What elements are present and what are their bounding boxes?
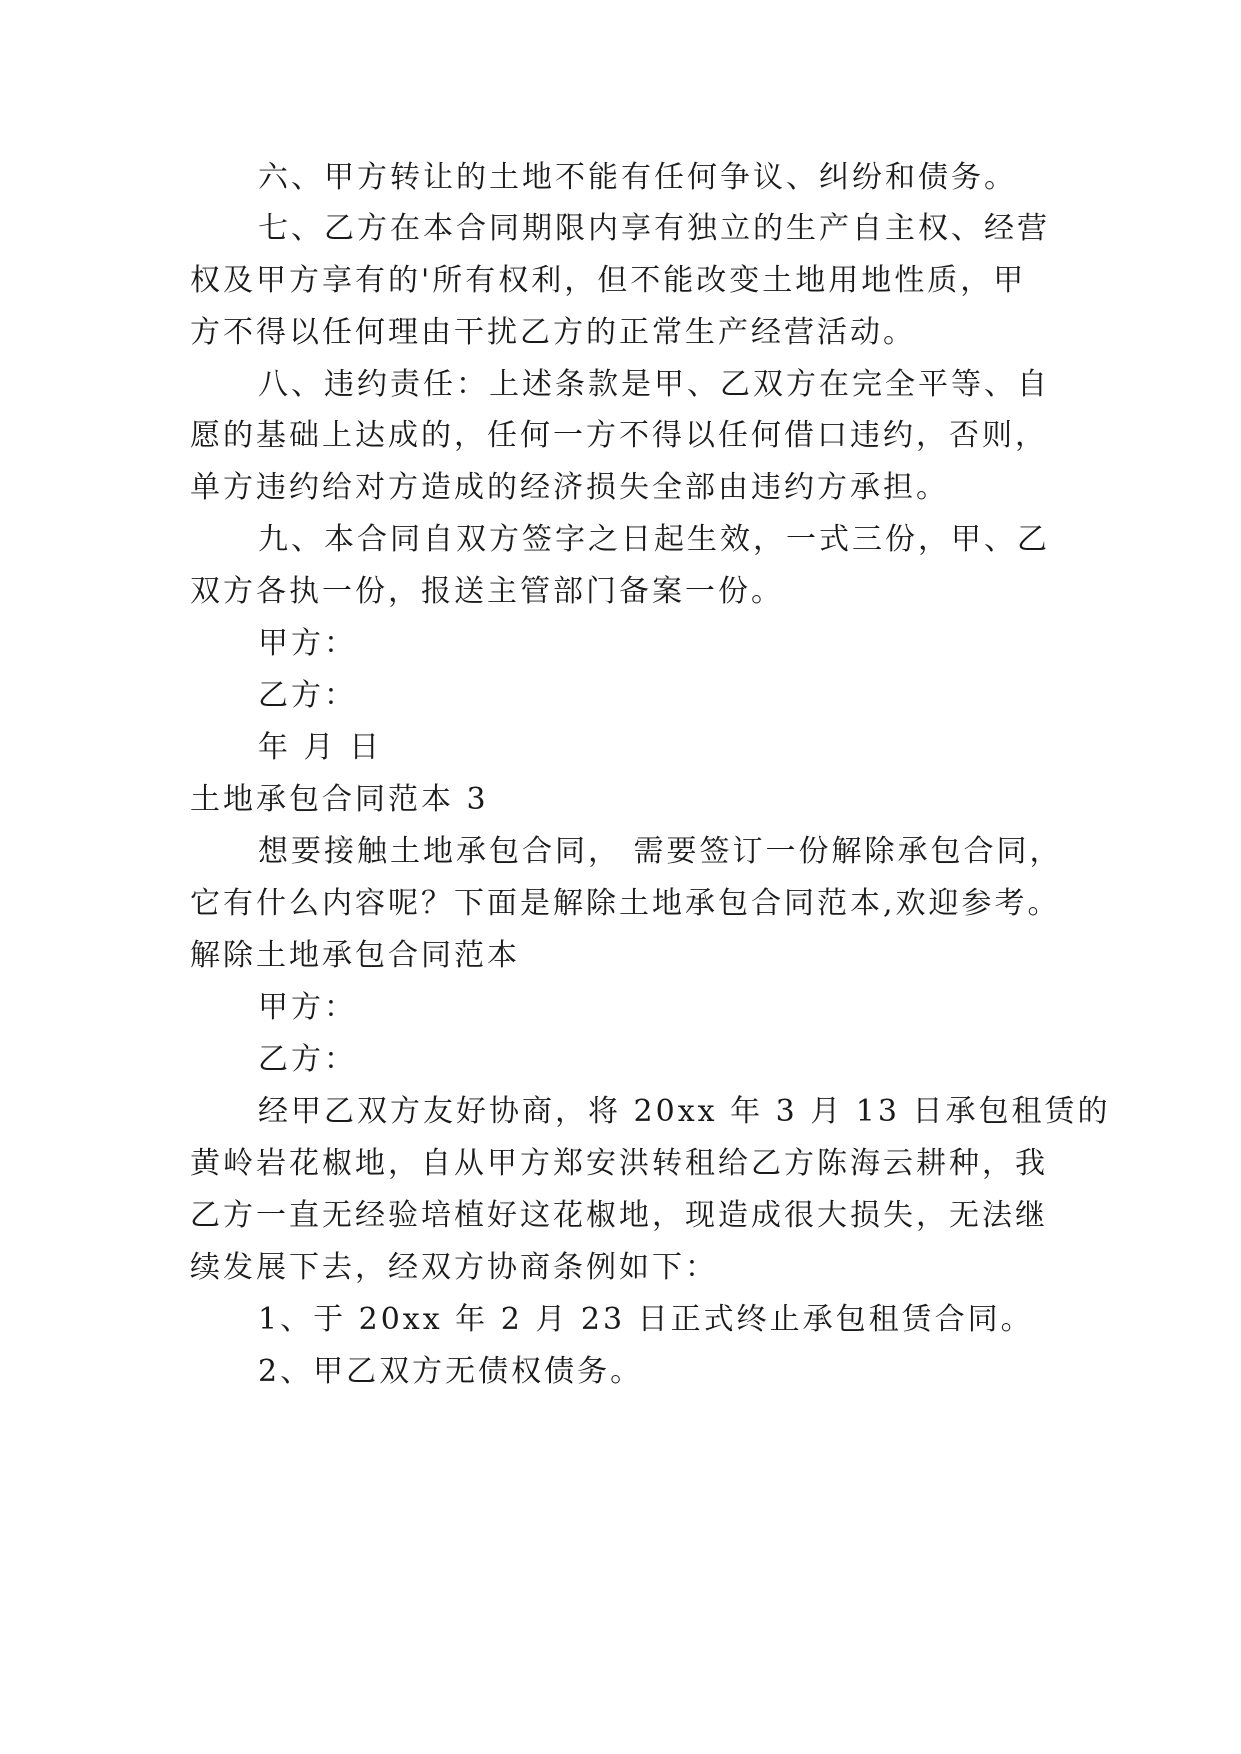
clause-9-line-1: 九、本合同自双方签字之日起生效，一式三份，甲、乙 <box>258 522 1050 557</box>
clause-7-line-2: 权及甲方享有的'所有权利，但不能改变土地用地性质，甲 <box>190 263 1027 298</box>
clause-7-line-3: 方不得以任何理由干扰乙方的正常生产经营活动。 <box>190 315 916 350</box>
party-b-label: 乙方： <box>258 678 357 713</box>
body-line-3: 乙方一直无经验培植好这花椒地，现造成很大损失，无法继 <box>190 1198 1048 1233</box>
intro-line-1: 想要接触土地承包合同， 需要签订一份解除承包合同， <box>258 834 1063 869</box>
party-b-label-2: 乙方： <box>258 1042 357 1077</box>
date-line: 年 月 日 <box>258 730 383 765</box>
party-a-label-2: 甲方： <box>258 990 357 1025</box>
clause-7-line-1: 七、乙方在本合同期限内享有独立的生产自主权、经营 <box>258 211 1050 246</box>
body-line-1: 经甲乙双方友好协商，将 20xx 年 3 月 13 日承包租赁的 <box>258 1094 1111 1129</box>
term-2: 2、甲乙双方无债权债务。 <box>258 1354 644 1389</box>
clause-6-line-1: 六、甲方转让的土地不能有任何争议、纠纷和债务。 <box>258 160 1017 195</box>
intro-line-2: 它有什么内容呢？下面是解除土地承包合同范本,欢迎参考。 <box>190 886 1061 921</box>
clause-9-line-2: 双方各执一份，报送主管部门备案一份。 <box>190 574 784 609</box>
section-heading: 土地承包合同范本 3 <box>190 782 489 817</box>
clause-8-line-1: 八、违约责任：上述条款是甲、乙双方在完全平等、自 <box>258 367 1050 402</box>
term-1: 1、于 20xx 年 2 月 23 日正式终止承包租赁合同。 <box>258 1302 1034 1337</box>
clause-8-line-2: 愿的基础上达成的，任何一方不得以任何借口违约，否则， <box>190 418 1048 453</box>
body-line-4: 续发展下去，经双方协商条例如下： <box>190 1250 718 1285</box>
body-line-2: 黄岭岩花椒地，自从甲方郑安洪转租给乙方陈海云耕种，我 <box>190 1146 1048 1181</box>
clause-8-line-3: 单方违约给对方造成的经济损失全部由违约方承担。 <box>190 470 949 505</box>
party-a-label: 甲方： <box>258 626 357 661</box>
sub-heading: 解除土地承包合同范本 <box>190 938 520 973</box>
